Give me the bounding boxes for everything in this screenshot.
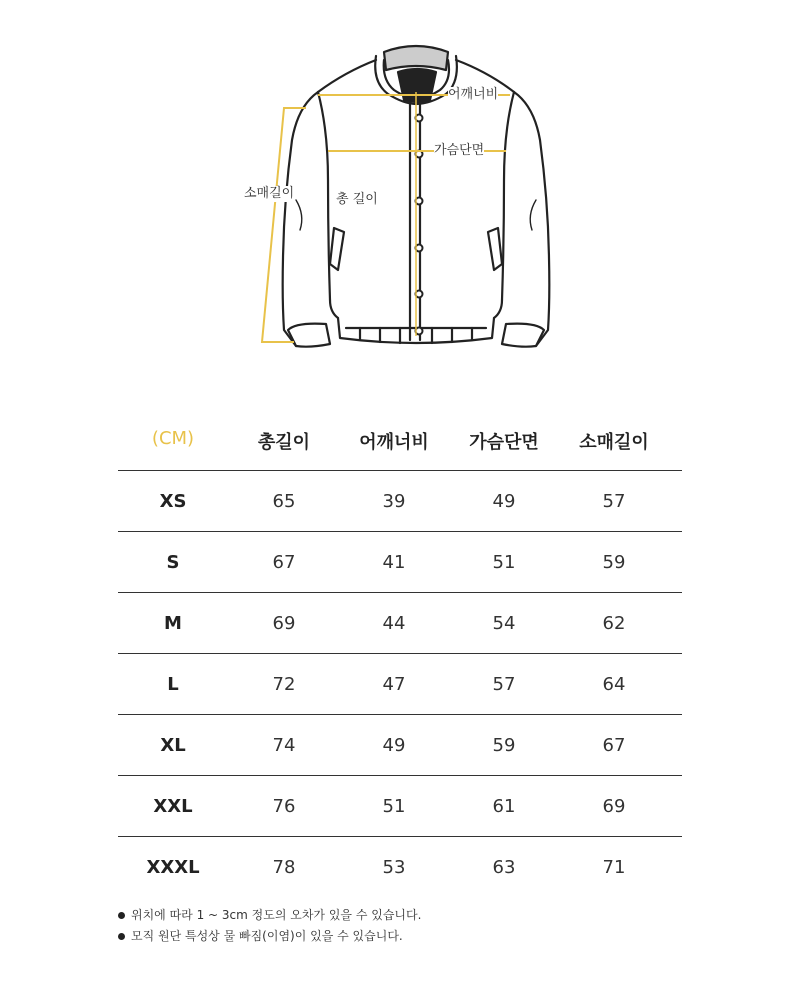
sleeve-length-label: 소매길이 (244, 186, 295, 201)
size-cell: XL (160, 734, 186, 756)
value-cell: 67 (602, 734, 626, 756)
total-length-label: 총 길이 (336, 192, 378, 207)
value-cell: 49 (382, 734, 406, 756)
note-text: 위치에 따라 1 ~ 3cm 정도의 오차가 있을 수 있습니다. (131, 908, 422, 922)
value-cell: 69 (602, 795, 626, 817)
table-header (118, 420, 682, 471)
table-row (118, 837, 682, 897)
value-cell: 64 (602, 673, 626, 695)
size-cell: L (167, 673, 179, 695)
size-cell: XS (159, 490, 187, 512)
value-cell: 67 (272, 551, 296, 573)
value-cell: 61 (492, 795, 516, 817)
value-cell: 44 (382, 612, 406, 634)
value-cell: 78 (272, 856, 296, 878)
jacket-outline-icon (0, 0, 800, 380)
size-table (118, 420, 682, 897)
header-sleeve-length: 소매길이 (579, 432, 649, 453)
table-row (118, 776, 682, 837)
header-shoulder-width: 어깨너비 (359, 432, 429, 453)
table-row (118, 593, 682, 654)
chest-width-label: 가슴단면 (434, 143, 485, 158)
value-cell: 57 (492, 673, 516, 695)
value-cell: 63 (492, 856, 516, 878)
note-item (118, 926, 421, 947)
table-row (118, 715, 682, 776)
note-text: 모직 원단 특성상 물 빠짐(이염)이 있을 수 있습니다. (131, 929, 403, 943)
value-cell: 49 (492, 490, 516, 512)
shoulder-width-label: 어깨너비 (448, 87, 499, 102)
value-cell: 62 (602, 612, 626, 634)
value-cell: 47 (382, 673, 406, 695)
value-cell: 74 (272, 734, 296, 756)
header-total-length: 총길이 (257, 432, 311, 453)
table-row (118, 532, 682, 593)
notes-list (118, 905, 421, 947)
value-cell: 71 (602, 856, 626, 878)
size-cell: XXL (153, 795, 193, 817)
jacket-diagram (0, 0, 800, 380)
value-cell: 59 (602, 551, 626, 573)
value-cell: 69 (272, 612, 296, 634)
value-cell: 41 (382, 551, 406, 573)
table-row (118, 471, 682, 532)
bullet-icon (118, 933, 125, 940)
value-cell: 59 (492, 734, 516, 756)
size-cell: XXXL (146, 856, 200, 878)
value-cell: 57 (602, 490, 626, 512)
bullet-icon (118, 912, 125, 919)
value-cell: 76 (272, 795, 296, 817)
value-cell: 51 (382, 795, 406, 817)
size-cell: S (166, 551, 180, 573)
table-row (118, 654, 682, 715)
header-chest-width: 가슴단면 (469, 432, 539, 453)
value-cell: 65 (272, 490, 296, 512)
value-cell: 54 (492, 612, 516, 634)
value-cell: 51 (492, 551, 516, 573)
value-cell: 39 (382, 490, 406, 512)
value-cell: 53 (382, 856, 406, 878)
unit-label: (CM) (151, 428, 195, 449)
value-cell: 72 (272, 673, 296, 695)
size-cell: M (164, 612, 182, 634)
note-item (118, 905, 421, 926)
